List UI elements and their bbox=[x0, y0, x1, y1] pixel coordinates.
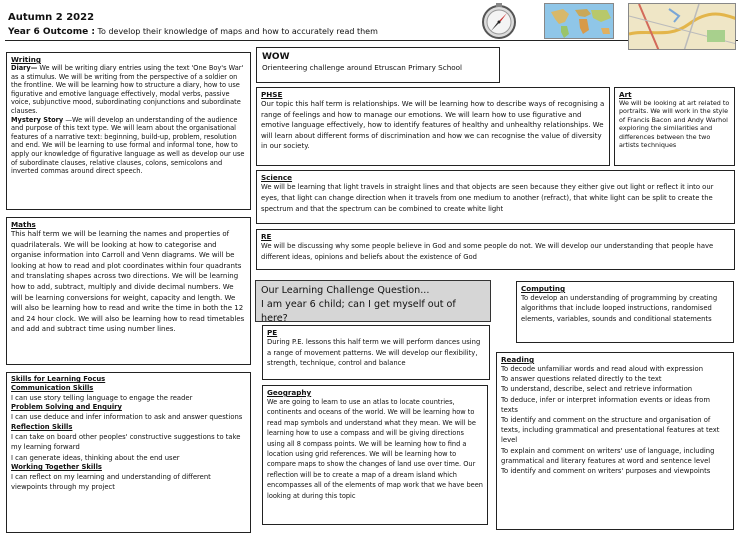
problem-text: I can use deduce and infer information to ask and answer questions bbox=[11, 413, 243, 422]
reflection-label: Reflection Skills bbox=[11, 422, 73, 431]
wow-box bbox=[256, 47, 500, 83]
reading-item: To identify and comment on writers' purposes and viewpoints bbox=[501, 467, 711, 476]
communication-text: I can use story telling language to engage the reader bbox=[11, 394, 193, 402]
outcome-label: Year 6 Outcome : bbox=[8, 27, 95, 37]
outcome-text: To develop their knowledge of maps and how to accurately read them bbox=[97, 27, 378, 36]
outcome-line bbox=[8, 27, 378, 37]
compass-image bbox=[476, 2, 522, 40]
computing-box bbox=[516, 281, 734, 343]
challenge-line2: I am year 6 child; can I get myself out of here? bbox=[261, 299, 456, 324]
learning-challenge-box bbox=[255, 280, 491, 322]
computing-text: To develop an understanding of programming by creating algorithms that include looped instructions, randomised elements, variables, sounds and conditional statements bbox=[521, 294, 718, 323]
maths-title: Maths bbox=[11, 220, 36, 229]
diary-label: Diary— bbox=[11, 64, 38, 72]
problem-label: Problem Solving and Enquiry bbox=[11, 403, 122, 412]
diary-text: We will be writing diary entries using the text 'One Boy's War' as a stimulus. We will be writing from the perspective of a soldier on the frontline. We will be learning how to structure a diary, how to use figurative and emotive language effectively, modal verbs, passive voice, subjunctive mood, subordinating conjunctions and subordinate clauses. bbox=[11, 64, 244, 115]
science-text: We will be learning that light travels in straight lines and that objects are seen because they either give out light or reflect it into our eyes, that light can change direction when it travels from one medium to another (refract), that white light can be split to create the spectrum and that the spectrum can be combined to create white light bbox=[261, 183, 714, 213]
wow-title: WOW bbox=[262, 52, 290, 62]
geography-title: Geography bbox=[267, 388, 312, 397]
reflection-text-1: I can take on board other peoples' constructive suggestions to take my learning forward bbox=[11, 432, 241, 452]
reading-title: Reading bbox=[501, 355, 535, 364]
skills-title: Skills for Learning Focus bbox=[11, 375, 106, 383]
writing-body bbox=[11, 64, 246, 176]
world-map-image bbox=[544, 3, 614, 39]
re-box bbox=[256, 229, 735, 270]
skills-box bbox=[6, 372, 251, 533]
art-text: We will be looking at art related to portraits. We will work in the style of Francis Bacon and Andy Warhol exploring the similarities and differences between the two artists techniques bbox=[619, 99, 730, 150]
communication-label: Communication Skills bbox=[11, 384, 94, 392]
reading-box bbox=[496, 352, 734, 530]
geography-box bbox=[262, 385, 488, 525]
challenge-line1: Our Learning Challenge Question... bbox=[261, 285, 430, 296]
pshe-box bbox=[256, 87, 610, 166]
art-box bbox=[614, 87, 735, 166]
computing-title: Computing bbox=[521, 284, 566, 293]
reading-item: To understand, describe, select and retrieve information bbox=[501, 385, 693, 394]
maths-text: This half term we will be learning the names and properties of quadrilaterals. We will be looking at how to categorise and organise information into Carroll and Venn diagrams. We will be looking at how to read and plot coordinates within four quadrants and translating shapes across two directions. We will be learning how to add, subtract, multiply and divide decimal numbers. We will be learning conversions for weight, capacity and length. We will also be learning how to read and write the time in both the 12 and 24 hour clock. We will also be learning how to read timetables and add and subtract time using number lines. bbox=[11, 230, 245, 334]
mystery-text: —We will develop an understanding of the audience and purpose of this text type. We will learn about the organisational features of a narrative text: beginning, build-up, problem, resolution and end. We will be learning to use formal and informal tone, how to apply our knowledge of figurative language as well as develop our use of subordinate clauses, relative clauses, colons, semicolons and inverted commas around direct speech. bbox=[11, 115, 245, 176]
re-text: We will be discussing why some people believe in God and some people do not. We will develop our understanding that people have different ideas, opinions and beliefs about the existence of God bbox=[261, 242, 714, 261]
together-label: Working Together Skills bbox=[11, 463, 102, 472]
pshe-title: PHSE bbox=[261, 90, 283, 99]
reading-item: To answer questions related directly to the text bbox=[501, 375, 662, 384]
maths-box bbox=[6, 217, 251, 365]
reflection-text-2: I can generate ideas, thinking about the end user bbox=[11, 453, 180, 462]
pshe-text: Our topic this half term is relationships. We will be learning how to describe ways of recognising a range of feelings and how to manage our emotions. We will learn how to use figurative and emotive language effectively, how to identify features of healthy and unhealthy relationships. We will learn about different forms of discrimination and how we can recognise the value of diversity in our society. bbox=[261, 100, 605, 151]
science-box bbox=[256, 170, 735, 224]
pe-box bbox=[262, 325, 490, 380]
together-text: I can reflect on my learning and understanding of different viewpoints through my project bbox=[11, 473, 211, 492]
reading-item: To decode unfamiliar words and read aloud with expression bbox=[501, 365, 704, 373]
writing-box bbox=[6, 52, 251, 210]
street-map-image bbox=[628, 3, 736, 50]
reading-item: To deduce, infer or interpret information events or ideas from texts bbox=[501, 395, 710, 414]
term-title: Autumn 2 2022 bbox=[8, 12, 95, 23]
geography-text: We are going to learn to use an atlas to locate countries, continents and oceans of the world. We will be learning how to read map symbols and understand what they mean. We will be learning how to use a compass and will be giving directions using all 8 compass points. We will be learning how to find a location using grid references. We will be learning how to compare maps to show the changes of land use over time. Our reflection will be to create a map of a dream island which encompasses all of the elements of map work that we have been looking at during this topic bbox=[267, 398, 483, 500]
pe-title: PE bbox=[267, 328, 278, 337]
science-title: Science bbox=[261, 173, 293, 182]
mystery-label: Mystery Story bbox=[11, 115, 64, 124]
writing-title: Writing bbox=[11, 55, 41, 64]
reading-item: To identify and comment on the structure and organisation of texts, including grammatical and presentational features at text level bbox=[501, 416, 720, 445]
pe-text: During P.E. lessons this half term we will perform dances using a range of movement patterns. We will develop our flexibility, strength, technique, control and balance bbox=[267, 338, 481, 368]
art-title: Art bbox=[619, 90, 632, 99]
reading-item: To explain and comment on writers' use of language, including grammatical and literary features at word and sentence level bbox=[501, 446, 715, 465]
re-title: RE bbox=[261, 232, 272, 241]
wow-text: Orienteering challenge around Etruscan Primary School bbox=[262, 63, 463, 72]
